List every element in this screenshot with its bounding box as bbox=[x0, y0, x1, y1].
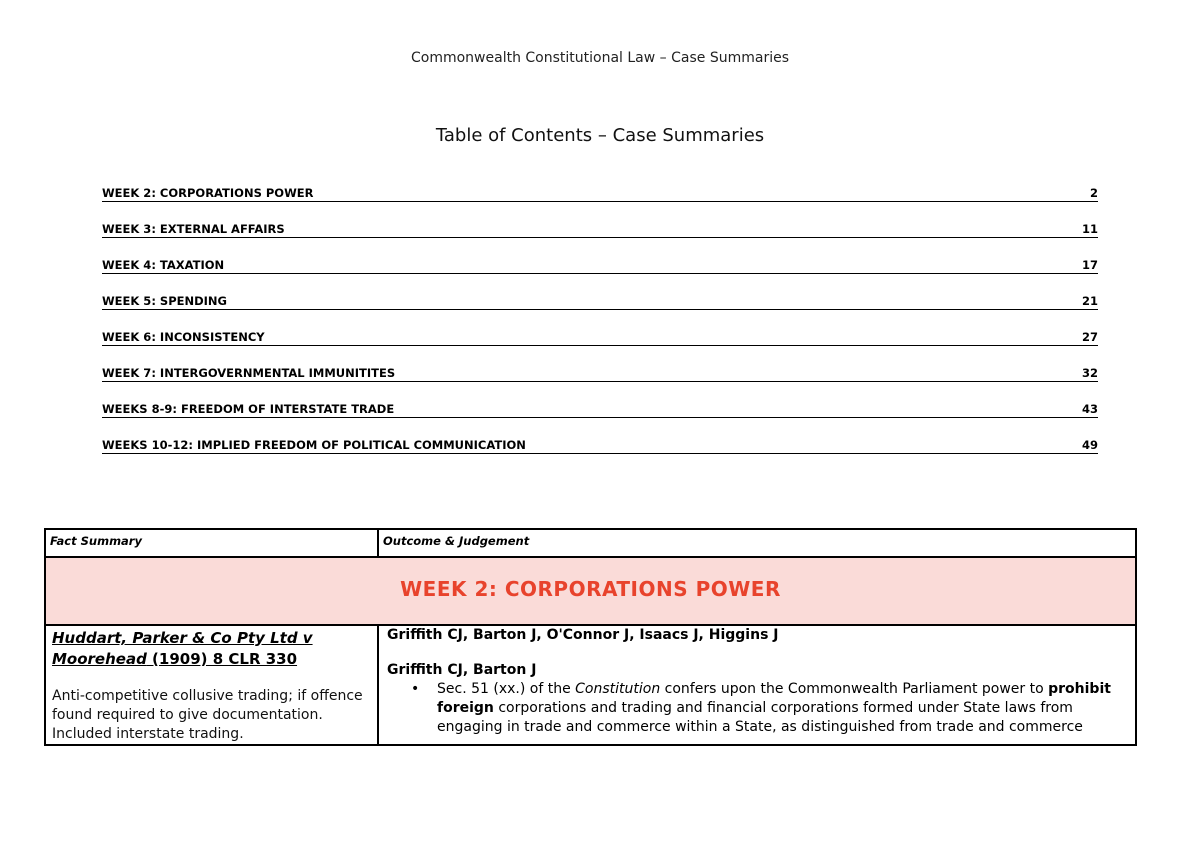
judgement-bullet bbox=[387, 680, 1131, 737]
toc-entry-label: WEEKS 8-9: FREEDOM OF INTERSTATE TRADE bbox=[102, 402, 395, 416]
toc-entry-page: 49 bbox=[1081, 438, 1098, 452]
fact-summary-cell bbox=[45, 625, 378, 745]
case-citation: (1909) 8 CLR 330 bbox=[146, 650, 298, 668]
outcome-cell bbox=[378, 625, 1136, 745]
week-band bbox=[45, 557, 1136, 625]
table-of-contents bbox=[102, 172, 1098, 460]
table-row bbox=[45, 625, 1136, 745]
toc-entry-label: WEEK 7: INTERGOVERNMENTAL IMMUNITITES bbox=[102, 366, 396, 380]
toc-entry-label: WEEKS 10-12: IMPLIED FREEDOM OF POLITICAL COMMUNICATION bbox=[102, 438, 526, 452]
case-summary-table bbox=[44, 528, 1137, 746]
toc-entry[interactable] bbox=[102, 424, 1098, 460]
toc-entry[interactable] bbox=[102, 388, 1098, 424]
case-description: Anti-competitive collusive trading; if offence found required to give documentation. Included interstate trading. bbox=[52, 688, 363, 742]
bullet-text-a: Sec. 51 (xx.) of the bbox=[437, 681, 576, 697]
toc-entry-page: 21 bbox=[1081, 294, 1098, 308]
week-band-row bbox=[45, 557, 1136, 625]
fact-summary-header: Fact Summary bbox=[45, 529, 378, 557]
toc-entry[interactable] bbox=[102, 172, 1098, 208]
case-title: Huddart, Parker & Co Pty Ltd v Moorehead bbox=[52, 629, 313, 668]
toc-entry-label: WEEK 6: INCONSISTENCY bbox=[102, 330, 265, 344]
toc-title: Table of Contents – Case Summaries bbox=[435, 125, 765, 146]
toc-entry-page: 32 bbox=[1081, 366, 1098, 380]
bullet-icon: • bbox=[411, 681, 420, 697]
toc-entry[interactable] bbox=[102, 244, 1098, 280]
outcome-header: Outcome & Judgement bbox=[378, 529, 1136, 557]
judges-all: Griffith CJ, Barton J, O'Connor J, Isaacs J, Higgins J bbox=[387, 627, 779, 643]
toc-entry-page: 17 bbox=[1081, 258, 1098, 272]
bullet-text-e: corporations and trading and financial corporations formed under State laws from engaging in trade and commerce within a State, as distinguished from trade and commerce bbox=[437, 700, 1083, 735]
case-name bbox=[52, 628, 373, 670]
page-header: Commonwealth Constitutional Law – Case Summaries bbox=[411, 50, 789, 66]
toc-entry[interactable] bbox=[102, 316, 1098, 352]
bullet-text-c: confers upon the Commonwealth Parliament power to bbox=[660, 681, 1049, 697]
toc-entry-page: 43 bbox=[1081, 402, 1098, 416]
toc-entry-label: WEEK 4: TAXATION bbox=[102, 258, 225, 272]
toc-entry-page: 11 bbox=[1081, 222, 1098, 236]
bullet-text-b: Constitution bbox=[575, 681, 661, 697]
toc-entry[interactable] bbox=[102, 352, 1098, 388]
toc-entry-label: WEEK 2: CORPORATIONS POWER bbox=[102, 186, 314, 200]
bullet-text-d: prohibit foreign bbox=[437, 681, 1111, 716]
week-title: WEEK 2: CORPORATIONS POWER bbox=[400, 577, 781, 601]
judges-group: Griffith CJ, Barton J bbox=[387, 662, 537, 678]
toc-entry-page: 2 bbox=[1089, 186, 1098, 200]
toc-entry-page: 27 bbox=[1081, 330, 1098, 344]
table-header-row bbox=[45, 529, 1136, 557]
toc-entry[interactable] bbox=[102, 280, 1098, 316]
toc-entry-label: WEEK 3: EXTERNAL AFFAIRS bbox=[102, 222, 285, 236]
toc-entry[interactable] bbox=[102, 208, 1098, 244]
toc-entry-label: WEEK 5: SPENDING bbox=[102, 294, 227, 308]
